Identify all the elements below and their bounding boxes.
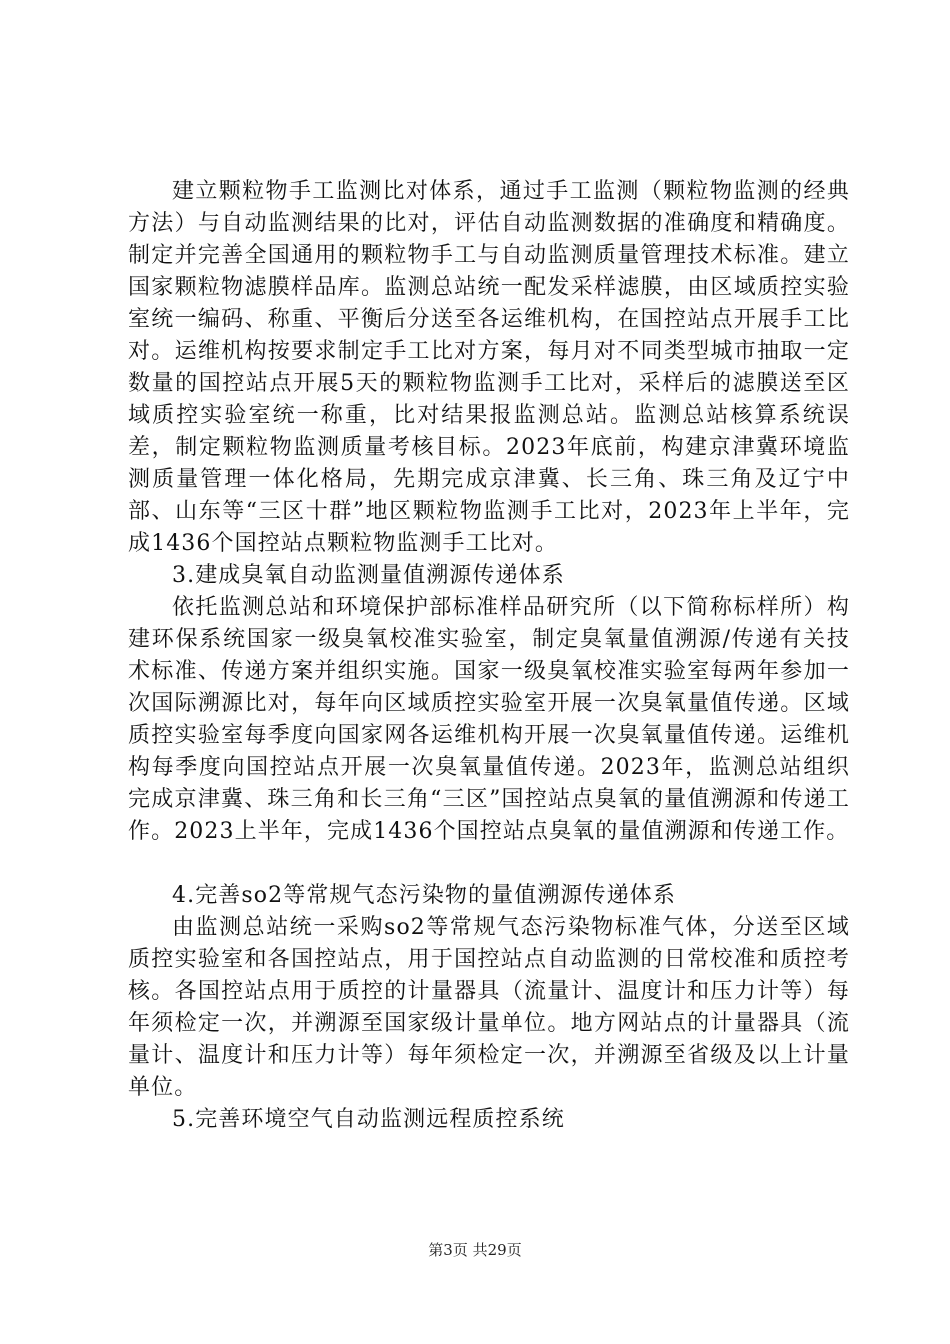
paragraph-particulate-comparison: 建立颗粒物手工监测比对体系，通过手工监测（颗粒物监测的经典方法）与自动监测结果的比对，评估自动监测数据的准确度和精确度。制定并完善全国通用的颗粒物手工与自动监测质量管理技术标准。建立国家颗粒物滤膜样品库。监测总站统一配发采样滤膜，由区域质控实验室统一编码、称重、平衡后分送至各运维机构，在国控站点开展手工比对。运维机构按要求制定手工比对方案，每月对不同类型城市抽取一定数量的国控站点开展5天的颗粒物监测手工比对，采样后的滤膜送至区域质控实验室统一称重，比对结果报监测总站。监测总站核算系统误差，制定颗粒物监测质量考核目标。2023年底前，构建京津冀环境监测质量管理一体化格局，先期完成京津冀、长三角、珠三角及辽宁中部、山东等“三区十群”地区颗粒物监测手工比对，2023年上半年，完成1436个国控站点颗粒物监测手工比对。 [128,179,850,556]
paragraph-so2-traceability: 由监测总站统一采购so2等常规气态污染物标准气体，分送至区域质控实验室和各国控站点，用于国控站点自动监测的日常校准和质控考核。各国控站点用于质控的计量器具（流量计、温度计和压力计等）每年须检定一次，并溯源至国家级计量单位。地方网站点的计量器具（流量计、温度计和压力计等）每年须检定一次，并溯源至省级及以上计量单位。 [128,915,850,1100]
section-heading-4: 4.完善so2等常规气态污染物的量值溯源传递体系 [172,883,676,908]
section-heading-5: 5.完善环境空气自动监测远程质控系统 [172,1107,565,1132]
paragraph-ozone-traceability: 依托监测总站和环境保护部标准样品研究所（以下简称标样所）构建环保系统国家一级臭氧校准实验室，制定臭氧量值溯源/传递有关技术标准、传递方案并组织实施。国家一级臭氧校准实验室每两年参加一次国际溯源比对，每年向区域质控实验室开展一次臭氧量值传递。区域质控实验室每季度向国家网各运维机构开展一次臭氧量值传递。运维机构每季度向国控站点开展一次臭氧量值传递。2023年，监测总站组织完成京津冀、珠三角和长三角“三区”国控站点臭氧的量值溯源和传递工作。2023上半年，完成1436个国控站点臭氧的量值溯源和传递工作。 [128,595,850,844]
section-heading-3: 3.建成臭氧自动监测量值溯源传递体系 [172,563,565,588]
document-body [128,176,850,1136]
page-number-footer: 第3页 共29页 [428,1241,522,1259]
paragraph-spacer [128,848,850,880]
